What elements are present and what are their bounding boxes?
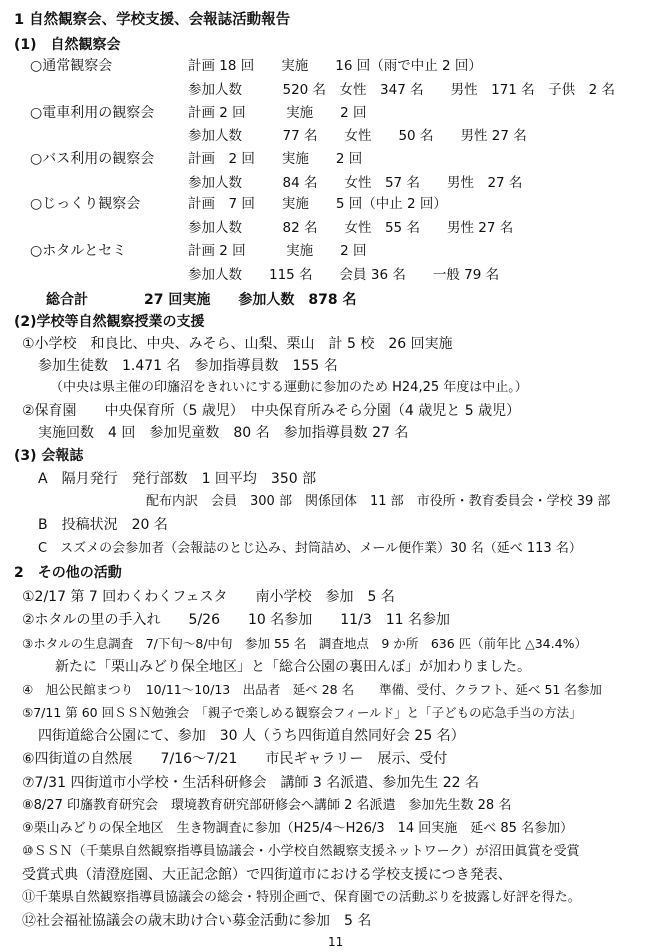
slow-tour-participants: 参加人数 82 名 女性 55 名 男性 27 名 [188,220,514,236]
train-tour-plan: 計画 2 回 実施 2 回 [188,105,367,121]
newsletter-b: B 投稿状況 20 名 [38,517,168,533]
newsletter-c: C スズメの会参加者（会報誌のとじ込み、封筒詰め、メール便作業）30 名（延べ 113 名） [38,541,582,556]
subsection-3-heading: (3) 会報誌 [14,448,84,464]
regular-tour-label: ○通常観察会 [30,58,113,74]
regular-tour-participants: 参加人数 520 名 女性 347 名 男性 171 名 子供 2 名 [188,82,616,98]
newsletter-a: A 隔月発行 発行部数 1 回平均 350 部 [38,471,317,487]
elementary-school-line: ①小学校 和良比、中央、みそら、山梨、栗山 計 5 校 26 回実施 [22,336,453,352]
subsection-2-heading: (2)学校等自然観察授業の支援 [14,314,205,330]
nursery-participants: 実施回数 4 回 参加児童数 80 名 参加指導員数 27 名 [38,425,409,441]
activity-10: ⑩ＳＳＮ（千葉県自然観察指導員協議会・小学校自然観察支援ネットワーク）が沼田眞賞を受賞 [22,844,580,859]
firefly-tour-label: ○ホタルとセミ [30,243,127,259]
page-number: 11 [328,935,344,949]
nursery-school-line: ②保育園 中央保育所（5 歳児） 中央保育所みそら分園（4 歳児と 5 歳児） [22,403,521,419]
train-tour-participants: 参加人数 77 名 女性 50 名 男性 27 名 [188,128,527,144]
activity-9: ⑨栗山みどりの保全地区 生き物調査に参加（H25/4〜H26/3 14 回実施 延べ 85 名参加） [22,821,574,836]
firefly-tour-plan: 計画 2 回 実施 2 回 [188,243,367,259]
section-1-heading: 1 自然観察会、学校支援、会報誌活動報告 [14,12,291,28]
elementary-note: （中央は県主催の印旛沼をきれいにする運動に参加のため H24,25 年度は中止。） [50,380,528,395]
regular-tour-plan: 計画 18 回 実施 16 回（雨で中止 2 回） [188,58,482,74]
subsection-1-heading: (1) 自然観察会 [14,37,121,53]
activity-7: ⑦7/31 四街道市小学校・生活科研修会 講師 3 名派遣、参加先生 22 名 [22,775,479,791]
bus-tour-plan: 計画 2 回 実施 2 回 [188,151,363,167]
activity-8: ⑧8/27 印旛教育研究会 環境教育研究部研修会へ講師 2 名派遣 参加先生数 28 名 [22,798,512,813]
slow-tour-label: ○じっくり観察会 [30,196,141,212]
activity-2: ②ホタルの里の手入れ 5/26 10 名参加 11/3 11 名参加 [22,612,450,628]
elementary-participants: 参加生徒数 1.471 名 参加指導員数 155 名 [38,358,338,374]
activity-6: ⑥四街道の自然展 7/16〜7/21 市民ギャラリー 展示、受付 [22,751,448,767]
activity-3: ③ホタルの生息調査 7/下旬〜8/中旬 参加 55 名 調査地点 9 か所 636 匹（前年比 △34.4%） [22,636,587,651]
activity-4: ④ 旭公民館まつり 10/11〜10/13 出品者 延べ 28 名 準備、受付、クラフト、延べ 51 名参加 [22,682,602,697]
activity-11: ⑪千葉県自然観察指導員協議会の総会・特別企画で、保育園での活動ぶりを披露し好評を得た。 [22,890,581,905]
grand-total: 総合計 27 回実施 参加人数 878 名 [46,292,357,308]
activity-12: ⑫社会福祉協議会の歳末助け合い募金活動に参加 5 名 [22,913,372,929]
firefly-tour-participants: 参加人数 115 名 会員 36 名 一般 79 名 [188,267,500,283]
slow-tour-plan: 計画 7 回 実施 5 回（中止 2 回） [188,196,447,212]
train-tour-label: ○電車利用の観察会 [30,105,155,121]
section-2-heading: 2 その他の活動 [14,565,122,581]
newsletter-distribution: 配布内訳 会員 300 部 関係団体 11 部 市役所・教育委員会・学校 39 部 [146,494,611,509]
bus-tour-participants: 参加人数 84 名 女性 57 名 男性 27 名 [188,175,523,191]
activity-5: ⑤7/11 第 60 回ＳＳＮ勉強会 「親子で楽しめる観察会フィールド」と「子どもの応急手当の方法」 [22,705,582,720]
bus-tour-label: ○バス利用の観察会 [30,151,155,167]
activity-1: ①2/17 第 7 回わくわくフェスタ 南小学校 参加 5 名 [22,589,395,605]
activity-10-note: 受賞式典（清澄庭園、大正記念館）で四街道市における学校支援につき発表、 [22,867,512,883]
activity-3-note: 新たに「栗山みどり保全地区」と「総合公園の裏田んぼ」が加わりました。 [55,659,531,675]
activity-5-note: 四街道総合公園にて、参加 30 人（うち四街道自然同好会 25 名） [38,728,465,744]
